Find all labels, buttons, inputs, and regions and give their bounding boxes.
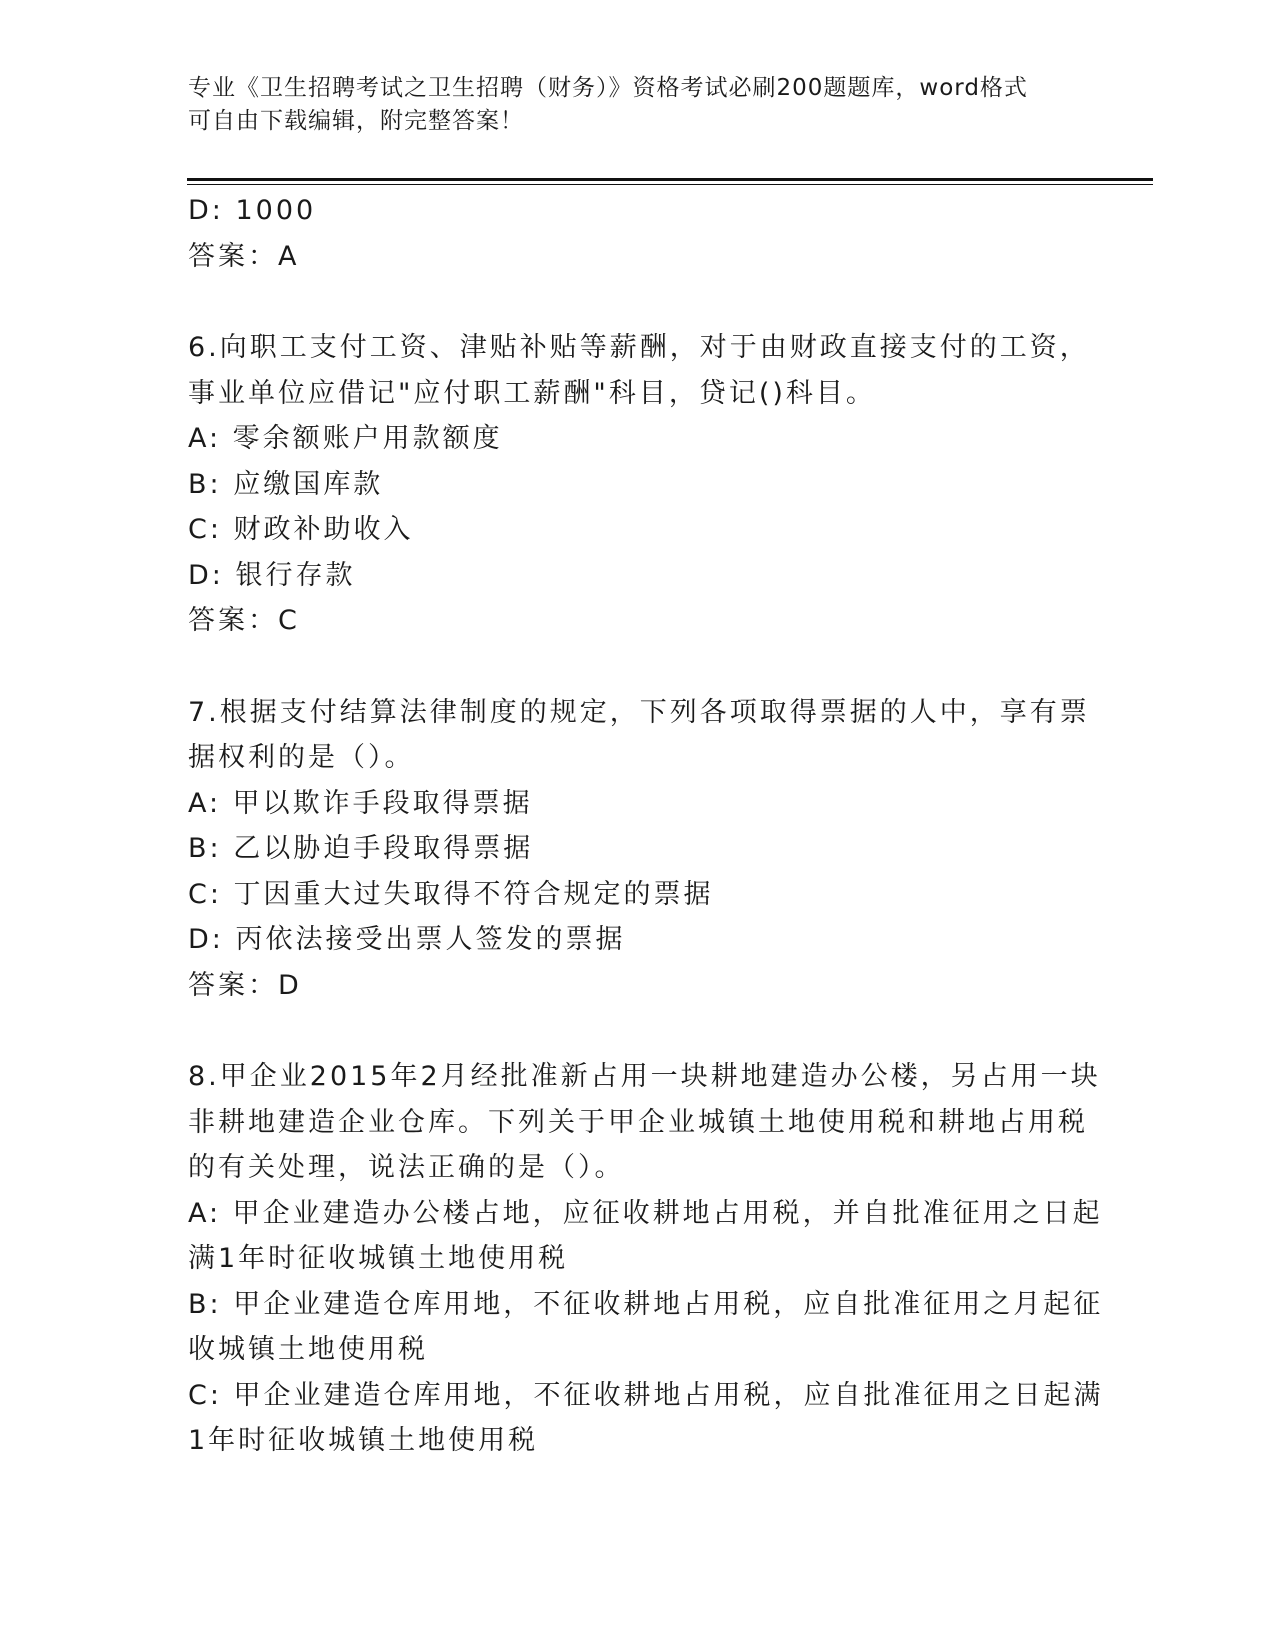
header-divider-thin: [187, 184, 1153, 185]
question-7: [188, 690, 1088, 1009]
option-b-continued: 收城镇土地使用税: [188, 1334, 428, 1365]
spacer: [188, 279, 1088, 325]
question-stem-line: 事业单位应借记"应付职工薪酬"科目，贷记()科目。: [188, 377, 876, 409]
header-line-1: 专业《卫生招聘考试之卫生招聘（财务）》资格考试必刷200题题库，word格式: [188, 75, 1028, 101]
option-a: A: 零余额账户用款额度: [188, 423, 503, 454]
option-c: C: 财政补助收入: [188, 514, 414, 545]
option-a-continued: 满1年时征收城镇土地使用税: [188, 1243, 569, 1274]
question-8: [188, 1054, 1104, 1464]
option-b: B: 应缴国库款: [188, 468, 384, 500]
question-stem-line: 的有关处理，说法正确的是（）。: [188, 1152, 625, 1183]
option-c-continued: 1年时征收城镇土地使用税: [188, 1425, 539, 1456]
document-header: [188, 72, 1088, 138]
option-c: C: 丁因重大过失取得不符合规定的票据: [188, 878, 714, 910]
spacer: [188, 644, 1088, 690]
answer-line: 答案：D: [188, 969, 302, 1001]
option-d: D: 银行存款: [188, 559, 356, 591]
question-stem-line: 7.根据支付结算法律制度的规定，下列各项取得票据的人中，享有票: [188, 696, 1090, 728]
option-a: A: 甲以欺诈手段取得票据: [188, 787, 533, 819]
question-stem-line: 8.甲企业2015年2月经批准新占用一块耕地建造办公楼，另占用一块: [188, 1061, 1101, 1092]
header-line-2: 可自由下载编辑，附完整答案！: [188, 108, 524, 134]
answer-line: 答案：A: [188, 240, 300, 272]
answer-line: 答案：C: [188, 605, 300, 636]
option-a: A: 甲企业建造办公楼占地，应征收耕地占用税，并自批准征用之日起: [188, 1197, 1103, 1229]
question-stem-line: 6.向职工支付工资、津贴补贴等薪酬，对于由财政直接支付的工资，: [188, 332, 1090, 363]
question-stem-line: 据权利的是（）。: [188, 742, 415, 773]
header-divider-thick: [187, 178, 1153, 181]
question-6: [188, 325, 1088, 644]
spacer: [188, 1008, 1088, 1054]
option-c: C: 甲企业建造仓库用地，不征收耕地占用税，应自批准征用之日起满: [188, 1379, 1104, 1411]
question-content: [188, 188, 1104, 1464]
question-stem-line: 非耕地建造企业仓库。下列关于甲企业城镇土地使用税和耕地占用税: [188, 1106, 1088, 1138]
option-b: B: 乙以胁迫手段取得票据: [188, 833, 534, 864]
option-b: B: 甲企业建造仓库用地，不征收耕地占用税，应自批准征用之月起征: [188, 1288, 1104, 1320]
option-d: D: 1000: [188, 195, 317, 226]
option-d: D: 丙依法接受出票人签发的票据: [188, 924, 626, 955]
